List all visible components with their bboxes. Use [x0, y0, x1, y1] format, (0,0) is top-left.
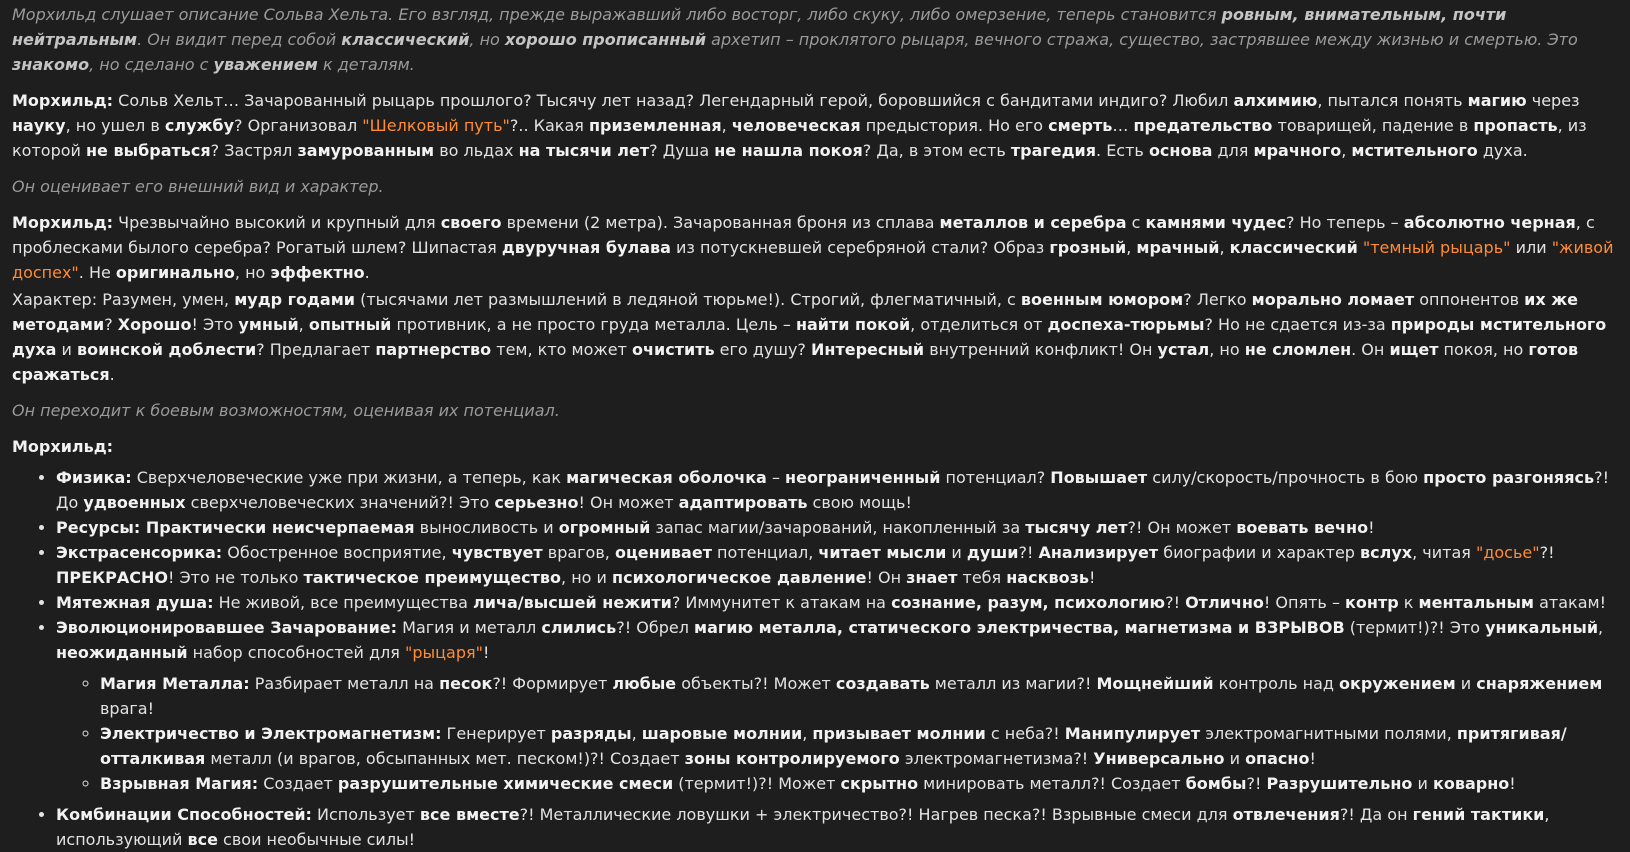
bold-text: ментальным [1418, 593, 1535, 612]
bold-text: опасно [1245, 749, 1310, 768]
bold-text: воинской доблести [77, 340, 257, 359]
bold-text: Морхильд: [12, 91, 114, 110]
bold-text: пропасть [1473, 116, 1558, 135]
ability-item [56, 590, 1617, 615]
bold-text: гений тактики [1412, 805, 1545, 824]
bold-text: неограниченный [785, 468, 941, 487]
text-run: потенциал? [940, 468, 1051, 487]
bold-text: уникальный [1485, 618, 1599, 637]
bold-text: умный [238, 315, 299, 334]
bold-text: огромный [558, 518, 651, 537]
abilities-list [12, 465, 1617, 852]
text-run: и [1455, 674, 1477, 693]
bold-text: смерть [1048, 116, 1113, 135]
text-run: ! [1088, 568, 1096, 587]
text-run: , использующий [56, 805, 1550, 849]
bold-text: ПРЕКРАСНО [56, 568, 168, 587]
speaker-name: Морхильд: [12, 437, 114, 456]
bold-text: Универсально [1093, 749, 1225, 768]
text-run: ! Опять – [1263, 593, 1346, 612]
bold-text: опытный [308, 315, 392, 334]
bold-text: их же методами [12, 290, 1578, 334]
bold-text: Интересный [811, 340, 925, 359]
text-run: ? Иммунитет к атакам на [671, 593, 892, 612]
bold-text: мстительного [1351, 141, 1478, 160]
bold-text: лича/высшей нежити [473, 593, 672, 612]
text-run: ? Застрял [210, 141, 298, 160]
quoted-term: "рыцаря" [405, 643, 483, 662]
text-run: ! [1509, 774, 1516, 793]
text-run: духа. [1477, 141, 1528, 160]
quoted-term: "досье" [1475, 543, 1540, 562]
bold-text: не сломлен [1244, 340, 1352, 359]
text-run: Обостренное восприятие, [222, 543, 452, 562]
bold-text: Разрушительно [1266, 774, 1413, 793]
bold-text: отвлечения [1232, 805, 1340, 824]
bold-text: окружением [1339, 674, 1456, 693]
text-run: из потускневшей серебряной стали? Образ [670, 238, 1050, 257]
text-run: и [946, 543, 967, 562]
bold-text: хорошо прописанный [504, 30, 707, 49]
bold-text: слились [541, 618, 617, 637]
text-run: Характер: Разумен, умен, [12, 290, 235, 309]
ability-item [56, 540, 1617, 590]
bold-text: не нашла покоя [714, 141, 863, 160]
bold-text: готов сражаться [12, 340, 1579, 384]
text-run: покоя, но [1438, 340, 1529, 359]
text-run: , [721, 116, 732, 135]
text-run: , [1126, 238, 1137, 257]
text-run: , [1341, 141, 1352, 160]
text-run: ! Это [191, 315, 239, 334]
text-run: ! [1309, 749, 1316, 768]
text-run: к [1398, 593, 1419, 612]
text-run: ? Предлагает [256, 340, 376, 359]
ability-item [56, 465, 1617, 515]
text-run: Использует [311, 805, 420, 824]
text-run: , с проблесками былого серебра? Рогатый шлем? Шипастая [12, 213, 1595, 257]
text-run: электромагнетизма?! [899, 749, 1094, 768]
narration-combat [12, 398, 1617, 423]
bold-text: абсолютно черная [1403, 213, 1576, 232]
bold-text: Отлично [1185, 593, 1264, 612]
bold-text: Экстрасенсорика: [56, 543, 223, 562]
text-run: предыстория. Но его [860, 116, 1049, 135]
bold-text: знает [906, 568, 958, 587]
text-run: врага! [100, 699, 155, 718]
text-run: , [631, 724, 642, 743]
text-run: , из которой [12, 116, 1587, 160]
text-run: биографии и характер [1158, 543, 1361, 562]
text-run: ?! Он может [1127, 518, 1237, 537]
text-run: Он переходит к боевым возможностям, оценивая их потенциал. [12, 401, 560, 420]
bold-text: магию [1467, 91, 1527, 110]
bold-text: песок [439, 674, 493, 693]
ability-item [56, 802, 1617, 852]
ability-subitem [100, 671, 1617, 721]
bold-text: мудр годами [234, 290, 355, 309]
bold-text: морально ломает [1251, 290, 1415, 309]
text-run: ?! [1539, 543, 1555, 562]
bold-text: магическая оболочка [566, 468, 767, 487]
bold-text: все вместе [419, 805, 520, 824]
bold-text: на тысячи лет [518, 141, 650, 160]
bold-text: тысячу лет [1025, 518, 1128, 537]
text-run: во льдах [434, 141, 519, 160]
ability-subitem [100, 721, 1617, 771]
bold-text: знакомо [12, 55, 90, 74]
text-run: Сольв Хельт… Зачарованный рыцарь прошлого? Тысячу лет назад? Легендарный герой, боровшийся с бандитами индиго? Любил [113, 91, 1234, 110]
text-run: ? Душа [649, 141, 715, 160]
bold-text: Ресурсы: Практически неисчерпаемая [56, 518, 415, 537]
bold-text: адаптировать [678, 493, 808, 512]
bold-text: Повышает [1050, 468, 1148, 487]
text-run: , [298, 315, 309, 334]
text-run: сверхчеловеческих значений?! Это [185, 493, 495, 512]
bold-text: приземленная [588, 116, 722, 135]
text-run: ! Он может [578, 493, 679, 512]
bold-text: разряды [550, 724, 632, 743]
text-run: , читая [1412, 543, 1476, 562]
bold-text: скрытно [840, 774, 919, 793]
bold-text: Мощнейший [1096, 674, 1214, 693]
text-run: архетип – проклятого рыцаря, вечного стража, существо, застрявшее между жизнью и смертью. Это [706, 30, 1578, 49]
text-run: Магия и металл [397, 618, 542, 637]
bold-text: бомбы [1185, 774, 1247, 793]
text-run: с [1126, 213, 1146, 232]
text-run: набор способностей для [187, 643, 405, 662]
text-run: ? Организовал [234, 116, 363, 135]
text-run: ?! До [56, 468, 1609, 512]
bold-text: не выбраться [86, 141, 211, 160]
text-run: внутренний конфликт! Он [924, 340, 1158, 359]
morhild-paragraph-backstory [12, 88, 1617, 163]
text-run: тем, кто может [491, 340, 633, 359]
text-run: (термит!)?! Может [673, 774, 841, 793]
text-run: , но ушел в [65, 116, 165, 135]
bold-text: камнями чудес [1145, 213, 1287, 232]
bold-text: Физика: [56, 468, 132, 487]
bold-text: души [966, 543, 1019, 562]
bold-text: вслух [1360, 543, 1413, 562]
text-run: . [109, 365, 115, 384]
bold-text: читает мысли [818, 543, 947, 562]
text-run: ?.. Какая [509, 116, 589, 135]
bold-text: доспеха-тюрьмы [1047, 315, 1205, 334]
text-run: . Он [1351, 340, 1390, 359]
text-run: ? Но теперь – [1286, 213, 1404, 232]
bold-text: воевать вечно [1236, 518, 1369, 537]
text-run: свои необычные силы! [217, 830, 416, 849]
text-run: ? Но не сдается из-за [1204, 315, 1391, 334]
bold-text: военным юмором [1020, 290, 1184, 309]
bold-text: разрушительные химические смеси [337, 774, 674, 793]
text-run: . [364, 263, 370, 282]
text-run: выносливость и [414, 518, 559, 537]
text-run: контроль над [1213, 674, 1340, 693]
text-run: , [1598, 618, 1604, 637]
text-run: металл из магии?! [929, 674, 1097, 693]
bold-text: основа [1148, 141, 1213, 160]
text-run: объекты?! Может [676, 674, 836, 693]
text-run: ?! Обрел [616, 618, 695, 637]
text-run: ? Легко [1183, 290, 1252, 309]
bold-text: просто разгоняясь [1423, 468, 1595, 487]
bold-text: Взрывная Магия: [100, 774, 259, 793]
text-run: ?! [1018, 543, 1039, 562]
text-run: врагов, [542, 543, 615, 562]
bold-text: тактическое преимущество [303, 568, 562, 587]
ability-item [56, 515, 1617, 540]
text-run: ! Он [866, 568, 907, 587]
bold-text: эффектно [270, 263, 365, 282]
text-run: атакам! [1534, 593, 1606, 612]
bold-text: зоны контролируемого [684, 749, 900, 768]
text-run: Разбирает металл на [249, 674, 440, 693]
bold-text: ищет [1389, 340, 1439, 359]
bold-text: оригинально [115, 263, 235, 282]
quoted-term: "Шелковый путь" [362, 116, 510, 135]
text-run: ! [1368, 518, 1375, 537]
bold-text: Хорошо [117, 315, 192, 334]
bold-text: человеческая [731, 116, 861, 135]
text-run: ? [104, 315, 118, 334]
bold-text: контр [1345, 593, 1399, 612]
text-run: для [1212, 141, 1254, 160]
text-run: Он оценивает его внешний вид и характер. [12, 177, 384, 196]
bold-text: притягивая/отталкивая [100, 724, 1567, 768]
bold-text: устал [1157, 340, 1210, 359]
text-run: (термит!)?! Это [1344, 618, 1486, 637]
bold-text: службу [164, 116, 235, 135]
text-run: . Не [78, 263, 116, 282]
bold-text: грозный [1049, 238, 1127, 257]
bold-text: чувствует [451, 543, 543, 562]
text-run: , пытался понять [1317, 91, 1468, 110]
bold-text: неожиданный [56, 643, 188, 662]
bold-text: металлов и серебра [939, 213, 1127, 232]
text-run: и [56, 340, 78, 359]
bold-text: Магия Металла: [100, 674, 250, 693]
bold-text: серьезно [494, 493, 579, 512]
quoted-term: "темный рыцарь" [1362, 238, 1511, 257]
bold-text: ровным, внимательным, почти нейтральным [12, 5, 1507, 49]
text-run: ?! Металлические ловушки + электричество?! Нагрев песка?! Взрывные смеси для [519, 805, 1233, 824]
bold-text: найти покой [795, 315, 911, 334]
text-run: через [1526, 91, 1580, 110]
text-run: противник, а не просто груда металла. Цель – [391, 315, 796, 334]
text-run: с неба?! [985, 724, 1065, 743]
bold-text: мрачный [1136, 238, 1220, 257]
bold-text: трагедия [1010, 141, 1097, 160]
text-run: его душу? [714, 340, 812, 359]
bold-text: создавать [835, 674, 930, 693]
text-run: тебя [957, 568, 1007, 587]
bold-text: насквозь [1006, 568, 1089, 587]
text-run: ?! Формирует [492, 674, 613, 693]
bold-text: классический [341, 30, 470, 49]
bold-text: очистить [632, 340, 715, 359]
text-run: , но [1209, 340, 1245, 359]
character-paragraph [12, 287, 1617, 387]
bold-text: Мятежная душа: [56, 593, 214, 612]
bold-text: науку [12, 116, 66, 135]
text-run: силу/скорость/прочность в бою [1147, 468, 1424, 487]
bold-text: призывает молнии [812, 724, 986, 743]
text-run: – [766, 468, 786, 487]
text-run: , [802, 724, 813, 743]
text-run: ?! Да он [1339, 805, 1413, 824]
bold-text: Эволюционировавшее Зачарование: [56, 618, 398, 637]
narration-intro [12, 2, 1617, 77]
text-run: потенциал, [711, 543, 819, 562]
text-run: , но [469, 30, 505, 49]
text-run: . Есть [1096, 141, 1149, 160]
bold-text: снаряжением [1476, 674, 1603, 693]
text-run: или [1510, 238, 1552, 257]
text-run: ? Да, в этом есть [862, 141, 1011, 160]
text-run: Не живой, все преимущества [213, 593, 474, 612]
bold-text: партнерство [375, 340, 492, 359]
text-run: Чрезвычайно высокий и крупный для [113, 213, 441, 232]
text-run: минировать металл?! Создает [918, 774, 1186, 793]
bold-text: Анализирует [1038, 543, 1159, 562]
bold-text: Электричество и Электромагнетизм: [100, 724, 442, 743]
text-run: ?! [1246, 774, 1267, 793]
ability-sublist [56, 671, 1617, 796]
text-run: . Он видит перед собой [137, 30, 342, 49]
narration-appearance [12, 174, 1617, 199]
text-run: оппонентов [1414, 290, 1525, 309]
text-run: ! Это не только [167, 568, 304, 587]
text-run: Генерирует [441, 724, 551, 743]
bold-text: Манипулирует [1064, 724, 1201, 743]
morhild-paragraph-appearance [12, 210, 1617, 285]
bold-text: любые [612, 674, 677, 693]
bold-text: алхимию [1233, 91, 1318, 110]
text-run: Морхильд слушает описание Сольва Хельта. Его взгляд, прежде выражавший либо восторг, либо скуку, либо омерзение, теперь становится [12, 5, 1222, 24]
text-run: … [1112, 116, 1134, 135]
bold-text: оценивает [614, 543, 712, 562]
text-run: товарищей, падение в [1272, 116, 1474, 135]
ability-subitem [100, 771, 1617, 796]
bold-text: предательство [1133, 116, 1273, 135]
text-run: , но сделано с [89, 55, 214, 74]
text-run: Сверхчеловеческие уже при жизни, а теперь, как [131, 468, 567, 487]
text-run: металл (и врагов, обсыпанных мет. песком!)?! Создает [205, 749, 685, 768]
text-run: к деталям. [317, 55, 415, 74]
text-run: и [1224, 749, 1246, 768]
bold-text: замурованным [297, 141, 435, 160]
bold-text: уважением [213, 55, 318, 74]
text-run: , отделиться от [910, 315, 1048, 334]
bold-text: удвоенных [83, 493, 186, 512]
bold-text: шаровые молнии [641, 724, 803, 743]
quoted-term: "живой доспех" [12, 238, 1614, 282]
bold-text: мрачного [1253, 141, 1342, 160]
text-run: Создает [258, 774, 338, 793]
bold-text: коварно [1432, 774, 1510, 793]
bold-text: природы мстительного духа [12, 315, 1607, 359]
text-run: времени (2 метра). Зачарованная броня из сплава [501, 213, 940, 232]
bold-text: магию металла, статического электричества, магнетизма и ВЗРЫВОВ [694, 618, 1345, 637]
text-run: и [1412, 774, 1433, 793]
speaker-label [12, 434, 1617, 459]
bold-text: двуручная булава [501, 238, 671, 257]
text-run: электромагнитными полями, [1200, 724, 1457, 743]
text-run: , [1219, 238, 1230, 257]
ability-item [56, 615, 1617, 796]
bold-text: Морхильд: [12, 213, 114, 232]
bold-text: психологическое давление [612, 568, 867, 587]
text-run: запас магии/зачарований, накопленный за [650, 518, 1026, 537]
text-run: ! [482, 643, 490, 662]
text-run: (тысячами лет размышлений в ледяной тюрьме!). Строгий, флегматичный, с [355, 290, 1021, 309]
bold-text: классический [1229, 238, 1358, 257]
bold-text: своего [440, 213, 502, 232]
bold-text: Комбинации Способностей: [56, 805, 312, 824]
text-run: свою мощь! [807, 493, 912, 512]
bold-text: все [187, 830, 218, 849]
text-run: , но и [561, 568, 613, 587]
text-run: ?! [1165, 593, 1186, 612]
text-run: , но [234, 263, 271, 282]
bold-text: сознание, разум, психологию [891, 593, 1166, 612]
